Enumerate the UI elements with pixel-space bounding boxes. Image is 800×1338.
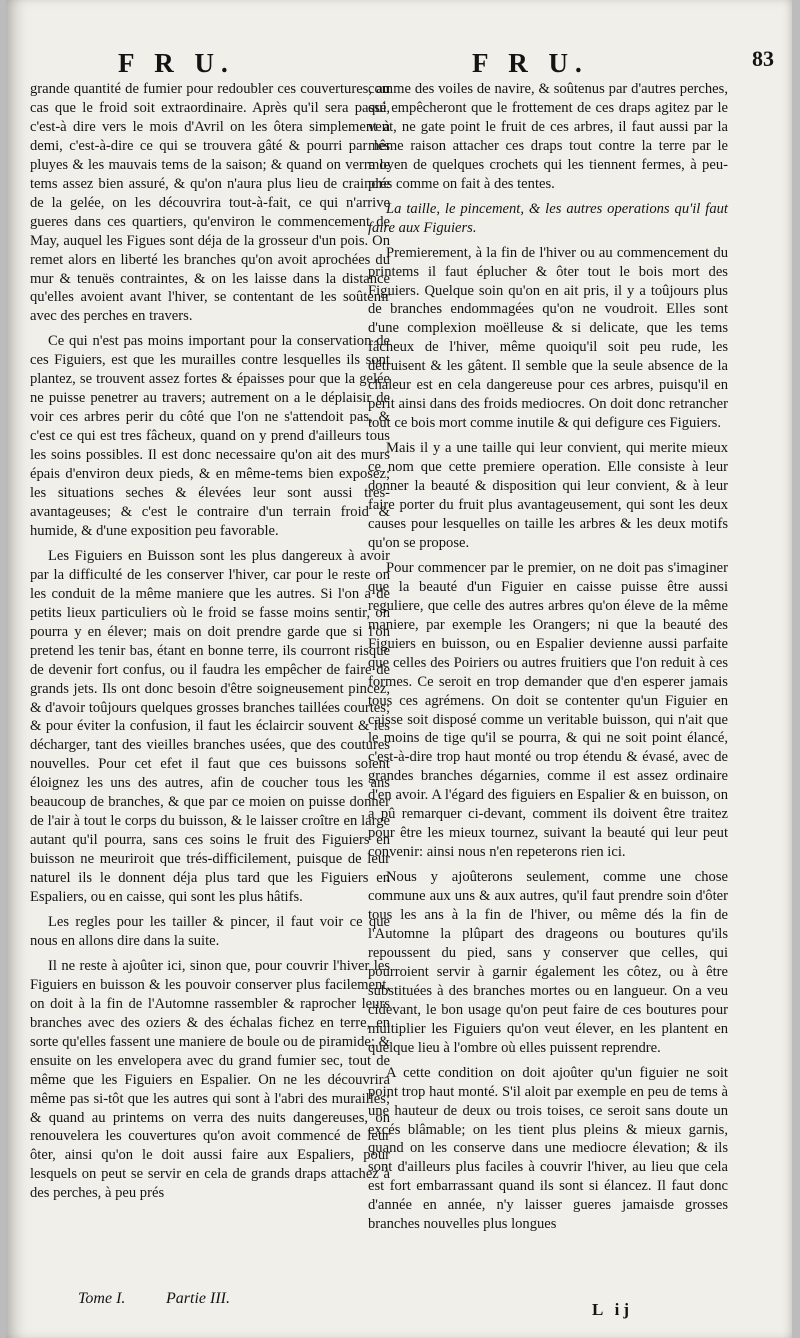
paragraph: grande quantité de fumier pour redoubler ces couvertures, au cas que le froid soit extraordinaire. Après qu'il sera passé, c'est-à dire vers le mois d'Avril on les ôtera simplement à demi, c'est-à-dire ce qui se trouvera gâté & pourri par les pluyes & les mauvais tems de la saison; & quand on verra le tems assez bien assuré, & qu'on n'aura plus lieu de craindre de la gelée, on les découvrira tout-à-fait, ce qui n'arrive gueres dans ces quartiers, qu'environ le commencement de May, auquel les Figues sont déja de la grosseur d'un pois. On remet alors en liberté les branches qu'on avoit aprochées du mur & tenuës contraintes, & on les laisse dans la distance qu'elles avoient avant l'hiver, se contentant de les soûtenir avec des perches en travers.: [30, 81, 390, 325]
paragraph: Les regles pour les tailler & pincer, il faut voir ce que nous en allons dire dans la suite.: [30, 913, 390, 949]
paragraph: Nous y ajoûterons seulement, comme une chose commune aux uns & aux autres, qu'il faut prendre soin d'ôter tous les ans à la fin de l'hiver, ou même dés la fin de l'Automne la plûpart des drageons ou boutures qu'ils repoussent du pied, sans y conserver que celles, qui pourroient servir à garnir également les côtez, ou à être substituées à des branches mortes ou en langueur. On a veu cidevant, le bon usage qu'on peut faire de ces boutures pour multiplier les Figuiers qu'on veut élever, en les plantent en quelque lieu à l'ombre où elles puissent reprendre.: [368, 869, 728, 1056]
footer-part: Partie III.: [166, 1290, 230, 1307]
left-text-column: [30, 80, 390, 1209]
paragraph: A cette condition on doit ajoûter qu'un figuier ne soit point trop haut monté. S'il aloit par exemple en peu de tems à une hauteur de deux ou trois toises, ce seroit sans doute un excés blâmable; on les tient plus pleins & mieux garnis, quand on les conserve dans une mediocre élevation; & ils sont d'ailleurs plus faciles à couvrir l'hiver, au lieu que cela est fort embarrassant quand ils sont si élancez. Il faut donc d'année en année, n'y laisser gueres jamaisde grosses branches nouvelles plus longues: [368, 1064, 728, 1233]
paragraph: Premierement, à la fin de l'hiver ou au commencement du printems il faut éplucher & ôter tout le bois mort des Figuiers. Quelque soin qu'on en ait pris, il y a toûjours plus de branches endommagées qu'on ne voudroit. Elles sont d'une complexion moëlleuse & si delicate, que les tems fâcheux de l'hiver, même quoiqu'il soit peu rude, les détruisent & les gâtent. Il semble que la seule absence de la chaleur est en cela dangereuse pour ces arbres, puisqu'il en perit ainsi dans des froids mediocres. On doit donc retrancher tout ce bois mort comme inutile & qui defigure ces Figuiers.: [368, 244, 728, 432]
paragraph: Ce qui n'est pas moins important pour la conservation de ces Figuiers, est que les murailles contre lesquelles ils sont plantez, se trouvent assez fortes & épaisses pour que la gelée ne puisse penetrer au travers; autrement on a le déplaisir de voir ces arbres perir du côté que l'on ne s'attendoit pas, & c'est ce qui est tres fâcheux, quand on y prend d'ailleurs tous les soins possibles. Il est donc necessaire qu'on ait des murs épais d'environ deux pieds, & en même-tems bien exposez; les situations seches & élevées leur sont aussi tres-avantageuses; & c'est le contraire d'un terrain froid & humide, & d'une exposition peu favorable.: [30, 333, 390, 539]
paragraph: Mais il y a une taille qui leur convient, qui merite mieux ce nom que cette premiere operation. Elle consiste à leur donner la beauté & disposition qui leur convient, & à leur faire porter du fruit plus avantageusement, qui sont les deux causes pour lesquelles on taille les arbres & les deux motifs qu'on se propose.: [368, 440, 728, 551]
right-text-column: [368, 80, 728, 1240]
running-head-right: F R U.: [472, 48, 589, 78]
page-number: 83: [752, 46, 774, 71]
paragraph: Les Figuiers en Buisson sont les plus dangereux à avoir par la difficulté de les conserver l'hiver, car pour le reste on les conduit de la même maniere que les autres. Si l'on a de petits lieux particuliers où le froid se fasse moins sentir, on pourra y en élever; mais on doit prendre garde que si l'on pretend les tenir bas, étant en bonne terre, ils courront risque de devenir fort confus, ou il faudra les empêcher de faire de grands jets. Ils ont donc besoin d'être soigneusement pincez, & d'avoir toûjours quelques grosses branches taillées courtes; & pour éviter la confusion, il faut les éclaircir souvent & les décharger, tant des vieilles branches usées, que des coutures nouvelles. Pour cet efet il faut que ces buissons soient éloignez les uns des autres, afin de coucher tous les ans beaucoup de branches, & que par ce moien on puisse donner de l'air à tout le corps du buisson, & le laisser croître en large autant qu'il pourra, sans ces soins le fruit des Figuiers en buisson ne meuriroit que trés-difficilement, puisque de leur naturel ils le donnent déja plus tard que les Figuiers en Espaliers, ou en caisse, qui sont les plus hâtifs.: [30, 547, 390, 906]
footer-volume: Tome I.: [78, 1290, 126, 1307]
signature-mark: L ij: [592, 1300, 634, 1319]
book-page: [6, 0, 792, 1338]
paragraph: Il ne reste à ajoûter ici, sinon que, pour couvrir l'hiver les Figuiers en buisson & les pouvoir conserver plus facilement, on doit à la fin de l'Automne rassembler & raprocher leurs branches avec des oziers & des échalas fichez en terre, en sorte qu'elles fassent une maniere de boule ou de piramide; & ensuite on les envelopera avec du grand fumier sec, tout de même que les Figuiers en Espalier. On ne les découvrira même pas si-tôt que les autres qui sont à l'abri des murailles; & quand au printems on verra des nuits dangereuses, on renouvelera les couvertures qu'on avoit commencé de leur ôter, ainsi qu'on le doit aussi faire aux Espaliers, pour lesquels on peut se servir en cela de grands draps attachez à des perches, à peu prés: [30, 957, 390, 1202]
running-head-left: F R U.: [118, 48, 235, 78]
paragraph: Pour commencer par le premier, on ne doit pas s'imaginer que la beauté d'un Figuier en caisse puisse être aussi reguliere, que celle des autres arbres qu'on éleve de la même maniere, par exemple les Orangers; ni que la beauté des Figuiers en buisson, ou en Espalier devienne aussi parfaite que celles des Poiriers ou autres fruitiers que l'on reduit à ces formes. Ce seroit en trop demander que d'en esperer jamais tous ces agrémens. On doit se contenter qu'un Figuier en caisse soit disposé comme un veritable buisson, qui n'ait que le moins de tige qu'il se pourra, & qui ne soit point élancé, c'est-à-dire trop haut monté ou trop étendu & évasé, avec de grandes branches dégarnies, comme il est assez ordinaire d'en avoir. A l'égard des figuiers en Espalier & en buisson, on a pû remarquer ci-devant, comment ils doivent être traitez pour être les mieux tournez, suivant la beauté qui leur peut convenir: ainsi nous n'en repeterons rien ici.: [368, 559, 728, 861]
paragraph: comme des voiles de navire, & soûtenus par d'autres perches, qui empêcheront que le frottement de ces draps agitez par le vent, ne gate point le fruit de ces arbres, il faut aussi par la même raison attacher ces draps tout contre la terre par le moyen de quelques crochets qui les tiennent fermes, à peu-prés comme on fait à des tentes.: [368, 81, 728, 192]
section-heading: La taille, le pincement, & les autres operations qu'il faut faire aux Figuiers.: [368, 200, 728, 236]
